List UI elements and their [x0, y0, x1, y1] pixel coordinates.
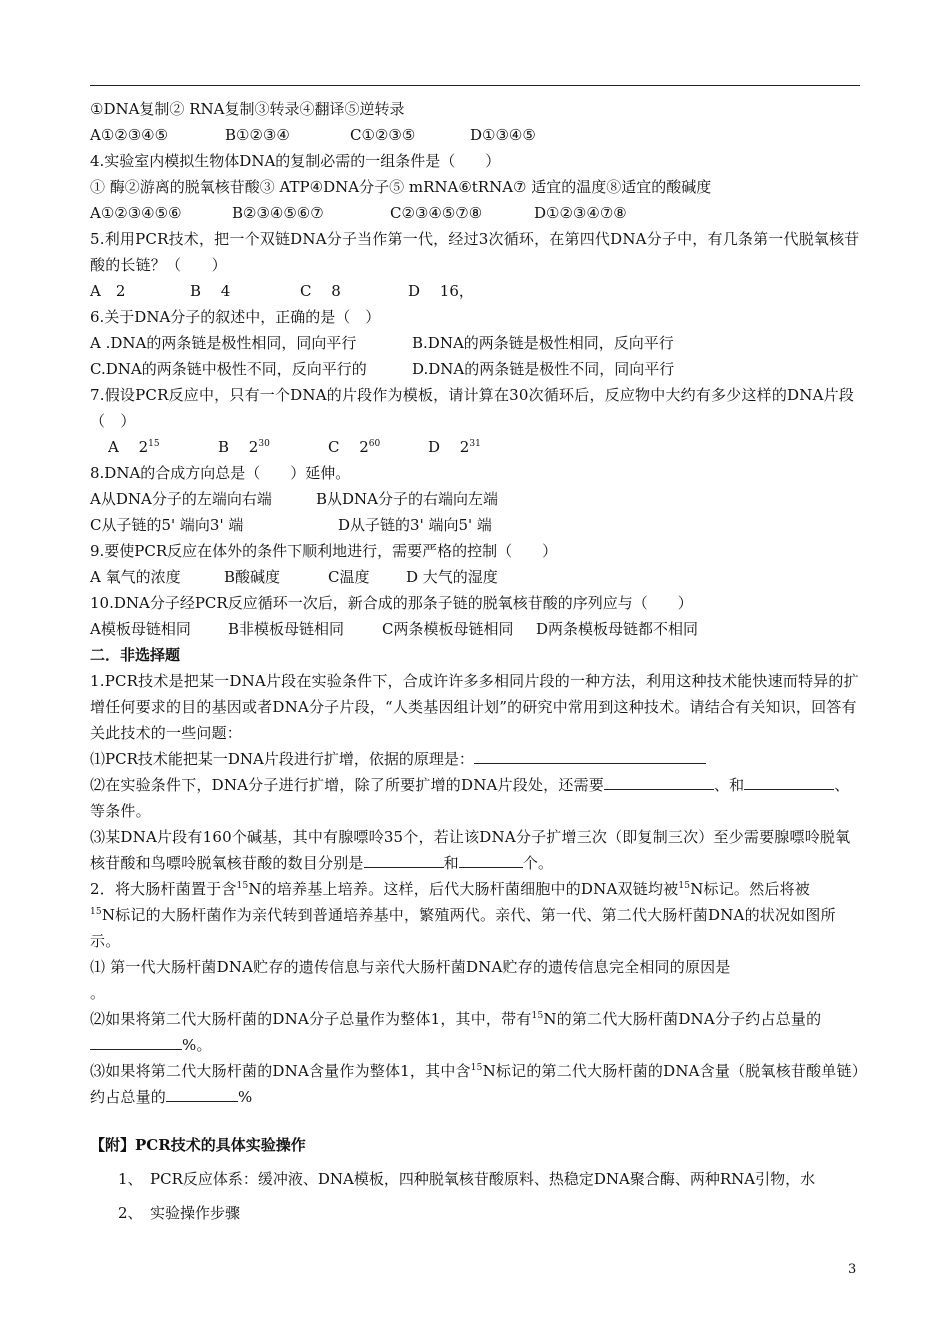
p2-q1: ⑴ 第一代大肠杆菌DNA贮存的遗传信息与亲代大肠杆菌DNA贮存的遗传信息完全相同的原因是 。 — [90, 958, 731, 1002]
p1-q2: ⑵在实验条件下，DNA分子进行扩增，除了所要扩增的DNA片段处，还需要 、和 、 等条件。 — [90, 772, 865, 824]
option-c: C两条模板母链相同 — [382, 620, 514, 638]
option-d: D $2^{31}$ — [428, 438, 481, 456]
p2-q3: ⑶如果将第二代大肠杆菌的DNA含量作为整体1，其中含$^{15}$N标记的第二代大肠杆菌的DNA含量（脱氧核苷酸单链）约占总量的 % — [90, 1062, 860, 1106]
q7-stem: 7.假设PCR反应中，只有一个DNA的片段作为模板，请计算在30次循环后，反应物中大约有多少这样的DNA片段（ ） — [90, 386, 855, 430]
q4-list: ① 酶②游离的脱氧核苷酸③ ATP④DNA分子⑤ mRNA⑥tRNA⑦ 适宜的温度⑧适宜的酸碱度 — [90, 178, 712, 196]
option-c: C $2^{60}$ — [328, 438, 381, 456]
answer-blank[interactable] — [459, 851, 523, 868]
option-d: D①③④⑤ — [470, 126, 536, 144]
q9-choices — [90, 564, 865, 590]
q5-choices — [90, 278, 865, 304]
option-c: C①②③⑤ — [350, 126, 416, 144]
page-number: 3 — [848, 1262, 857, 1277]
section-heading: 二．非选择题 — [90, 646, 181, 664]
option-a: A模板母链相同 — [90, 620, 191, 638]
p1-q3: ⑶某DNA片段有160个碱基，其中有腺嘌呤35个，若让该DNA分子扩增三次（即复制三次）至少需要腺嘌呤脱氧核苷酸和鸟嘌呤脱氧核苷酸的数目分别是 和 个。 — [90, 828, 851, 872]
option-a: A .DNA的两条链是极性相同，同向平行 — [90, 334, 357, 352]
option-a: A①②③④⑤⑥ — [90, 204, 182, 222]
q4-stem: 4.实验室内模拟生物体DNA的复制必需的一组条件是（ ） — [90, 152, 501, 170]
option-c: C②③④⑤⑦⑧ — [390, 204, 483, 222]
q8-stem: 8.DNA的合成方向总是（ ）延伸。 — [90, 464, 351, 482]
q10-choices — [90, 616, 865, 642]
option-b: B②③④⑤⑥⑦ — [232, 204, 324, 222]
option-c: C温度 — [328, 568, 370, 586]
top-options-choices — [90, 122, 865, 148]
top-options-list: ①DNA复制② RNA复制③转录④翻译⑤逆转录 — [90, 100, 405, 118]
appendix-item-2: 2、 实验操作步骤 — [118, 1204, 241, 1222]
answer-blank[interactable] — [90, 1033, 182, 1050]
option-d: D 大气的湿度 — [406, 568, 498, 586]
option-a: A $2^{15}$ — [108, 438, 160, 456]
option-d: D从子链的3' 端向5' 端 — [338, 516, 492, 534]
option-b: B非模板母链相同 — [228, 620, 345, 638]
answer-blank[interactable] — [474, 747, 706, 764]
option-a: A 氧气的浓度 — [90, 568, 181, 586]
p2-intro: 2．将大肠杆菌置于含$^{15}$N的培养基上培养。这样，后代大肠杆菌细胞中的DNA双链均被$^{15}$N标记。然后将被 $^{15}$N标记的大肠杆菌作为亲代转到普通培养基中，繁殖两代。亲代、第一代、第二代大肠杆菌DNA的状况如图所示。 — [90, 880, 836, 950]
option-b: B从DNA分子的右端向左端 — [316, 490, 499, 508]
q6-choices-cd — [90, 356, 865, 382]
q4-choices — [90, 200, 865, 226]
option-d: D①②③④⑦⑧ — [534, 204, 627, 222]
q6-stem: 6.关于DNA分子的叙述中，正确的是（ ） — [90, 308, 381, 326]
option-b: B①②③④ — [225, 126, 290, 144]
option-b: B $2^{30}$ — [218, 438, 270, 456]
option-d: D.DNA的两条链是极性不同，同向平行 — [412, 360, 675, 378]
answer-blank[interactable] — [364, 851, 444, 868]
q6-choices-ab — [90, 330, 865, 356]
q9-stem: 9.要使PCR反应在体外的条件下顺利地进行，需要严格的控制（ ） — [90, 542, 558, 560]
option-a: A①②③④⑤ — [90, 126, 169, 144]
answer-blank[interactable] — [166, 1085, 238, 1102]
q8-choices-ab — [90, 486, 865, 512]
q10-stem: 10.DNA分子经PCR反应循环一次后，新合成的那条子链的脱氧核苷酸的序列应与（ ） — [90, 594, 693, 612]
document-body — [90, 96, 865, 1226]
q8-choices-cd — [90, 512, 865, 538]
option-c: C 8 — [300, 282, 341, 300]
option-b: B酸碱度 — [224, 568, 281, 586]
option-d: D 16， — [408, 282, 474, 300]
header-rule — [90, 85, 860, 86]
answer-blank[interactable] — [744, 773, 834, 790]
p1-intro: 1.PCR技术是把某一DNA片段在实验条件下，合成许许多多相同片段的一种方法，利用这种技术能快速而特异的扩增任何要求的目的基因或者DNA分子片段，“人类基因组计划”的研究中常用到这种技术。请结合有关知识，回答有关此技术的一些问题： — [90, 672, 859, 742]
option-b: B 4 — [190, 282, 231, 300]
option-d: D两条模板母链都不相同 — [536, 620, 699, 638]
appendix-item-1: 1、 PCR反应体系：缓冲液、DNA模板，四种脱氧核苷酸原料、热稳定DNA聚合酶、两种RNA引物，水 — [118, 1170, 816, 1188]
p2-q2: ⑵如果将第二代大肠杆菌的DNA分子总量作为整体1，其中，带有$^{15}$N的第二代大肠杆菌DNA分子约占总量的%。 — [90, 1010, 822, 1054]
p1-q1: ⑴PCR技术能把某一DNA片段进行扩增，依据的原理是： — [90, 746, 865, 772]
option-a: A从DNA分子的左端向右端 — [90, 490, 272, 508]
option-a: A 2 — [90, 282, 126, 300]
answer-blank[interactable] — [604, 773, 714, 790]
option-c: C从子链的5' 端向3' 端 — [90, 516, 244, 534]
q7-choices — [90, 434, 865, 460]
appendix-heading: 【附】PCR技术的具体实验操作 — [90, 1136, 306, 1154]
q5-stem: 5.利用PCR技术，把一个双链DNA分子当作第一代，经过3次循环，在第四代DNA分子中，有几条第一代脱氧核苷酸的长链？（ ） — [90, 230, 860, 274]
option-b: B.DNA的两条链是极性相同，反向平行 — [412, 334, 674, 352]
option-c: C.DNA的两条链中极性不同，反向平行的 — [90, 360, 367, 378]
